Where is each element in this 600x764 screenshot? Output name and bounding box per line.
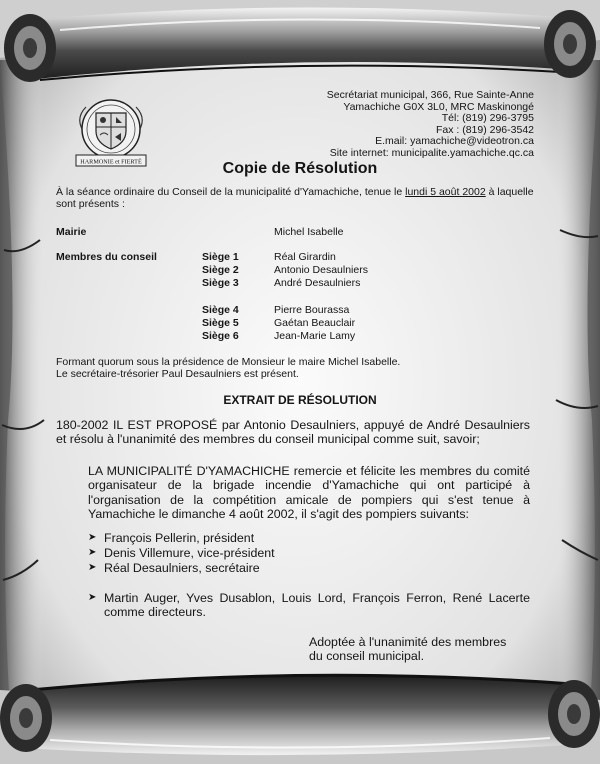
adoption-note bbox=[309, 635, 529, 664]
adoption-line: du conseil municipal. bbox=[309, 649, 425, 664]
member-name: Antonio Desaulniers bbox=[274, 264, 368, 276]
member-row bbox=[56, 226, 546, 238]
list-item-text: Réal Desaulniers, secrétaire bbox=[104, 561, 260, 575]
quorum-line: Le secrétaire-trésorier Paul Desaulniers est présent. bbox=[56, 368, 299, 380]
quorum-line: Formant quorum sous la présidence de Monsieur le maire Michel Isabelle. bbox=[56, 356, 401, 368]
member-row bbox=[56, 251, 546, 263]
member-name: Michel Isabelle bbox=[274, 226, 344, 238]
member-row bbox=[56, 317, 546, 329]
adoption-line: Adoptée à l'unanimité des membres bbox=[309, 635, 507, 649]
resolution-paragraph: 180-2002 IL EST PROPOSÉ par Antonio Desaulniers, appuyé de André Desaulniers et résolu à l'unanimité des membres du conseil municipal comme suit, savoir; bbox=[56, 418, 530, 447]
arrow-bullet-icon: ➤ bbox=[88, 592, 97, 603]
contact-line: Yamachiche G0X 3L0, MRC Maskinongé bbox=[343, 100, 534, 113]
member-row bbox=[56, 264, 546, 276]
member-name: Pierre Bourassa bbox=[274, 304, 350, 316]
intro-before: À la séance ordinaire du Conseil de la municipalité d'Yamachiche, tenue le bbox=[56, 186, 406, 198]
list-item-text: Denis Villemure, vice-président bbox=[104, 546, 275, 560]
intro-after: à laquelle sont présents : bbox=[56, 186, 534, 210]
member-name: André Desaulniers bbox=[274, 277, 361, 289]
resolution-body: LA MUNICIPALITÉ D'YAMACHICHE remercie et félicite les membres du comité organisateur de la brigade incendie d'Yamachiche qui ont participé à l'organisation de la compétition amicale de pompiers qui s'est tenue à Yamachiche le dimanche 4 août 2002, il s'agit des pompiers suivants: bbox=[88, 464, 530, 522]
member-seat: Siège 6 bbox=[202, 330, 239, 342]
arrow-bullet-icon: ➤ bbox=[88, 532, 97, 543]
section-title: EXTRAIT DE RÉSOLUTION bbox=[223, 393, 377, 407]
contact-line: Tél: (819) 296-3795 bbox=[441, 112, 534, 125]
member-row bbox=[56, 330, 546, 342]
arrow-bullet-icon: ➤ bbox=[88, 547, 97, 558]
contact-line: Fax : (819) 296-3542 bbox=[435, 123, 534, 136]
municipal-seal-icon bbox=[66, 97, 156, 169]
contact-line: E.mail: yamachiche@videotron.ca bbox=[375, 135, 534, 148]
member-role: Mairie bbox=[56, 226, 87, 238]
arrow-bullet-icon: ➤ bbox=[88, 562, 97, 573]
member-seat: Siège 1 bbox=[202, 251, 239, 263]
member-name: Jean-Marie Lamy bbox=[274, 330, 356, 342]
member-seat: Siège 5 bbox=[202, 317, 239, 329]
intro-paragraph bbox=[56, 186, 546, 210]
meeting-date: lundi 5 août 2002 bbox=[405, 186, 486, 198]
document-title: Copie de Résolution bbox=[222, 160, 378, 177]
list-item-text: Martin Auger, Yves Dusablon, Louis Lord, François Ferron, René Lacerte comme directeurs. bbox=[104, 591, 530, 620]
list-item-text: François Pellerin, président bbox=[104, 531, 255, 545]
member-row bbox=[56, 304, 546, 316]
member-seat: Siège 4 bbox=[202, 304, 239, 316]
member-seat: Siège 2 bbox=[202, 264, 239, 276]
quorum-note bbox=[56, 356, 546, 380]
member-row bbox=[56, 277, 546, 289]
member-seat: Siège 3 bbox=[202, 277, 239, 289]
contact-line: Site internet: municipalite.yamachiche.qc.ca bbox=[329, 146, 534, 159]
municipal-contact-block bbox=[327, 90, 534, 160]
member-name: Réal Girardin bbox=[274, 251, 336, 263]
contact-line: Secrétariat municipal, 366, Rue Sainte-Anne bbox=[326, 89, 534, 101]
member-role: Membres du conseil bbox=[56, 251, 157, 263]
seal-motto: HARMONIE et FIERTÉ bbox=[80, 158, 142, 166]
member-name: Gaétan Beauclair bbox=[274, 317, 356, 329]
